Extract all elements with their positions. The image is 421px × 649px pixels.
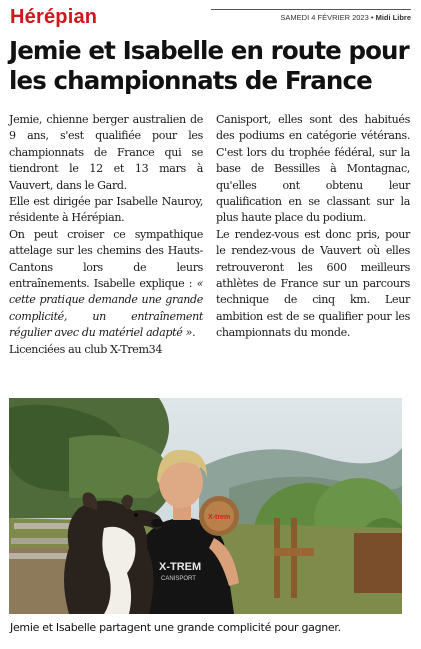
paragraph: Le rendez-vous est donc pris, pour le rendez-vous de Vauvert où elles retrouveront les 600 meilleurs athlètes de France sur un parcours technique de cinq km. Leur ambition est de se qualifier pour les championnats du monde. — [216, 227, 410, 340]
article-column-2 — [216, 112, 410, 342]
photo-caption: Jemie et Isabelle partagent une grande complicité pour gagner. — [10, 621, 341, 634]
article-headline: Jemie et Isabelle en route pour les championnats de France — [9, 36, 409, 95]
shirt-text: X-TREM — [159, 561, 202, 573]
article-column-1 — [9, 112, 203, 358]
dateline-date: SAMEDI 4 FÉVRIER 2023 — [280, 13, 369, 22]
paragraph: Canisport, elles sont des habitués des podiums en catégorie vétérans. C'est lors du trophée fédéral, sur la base de Bessilles à Montagnac, qu'elles ont obtenu leur qualification en se classant sur la plus haute place du podium. — [216, 113, 410, 225]
paragraph: Licenciées au club X-Trem34 — [9, 342, 163, 356]
paragraph-text: On peut croiser ce sympathique attelage sur les chemins des Hauts-Cantons lors de leurs entraînements. Isabelle explique : — [9, 227, 203, 291]
shirt-subtext: CANISPORT — [161, 576, 196, 582]
paragraph — [9, 227, 203, 342]
page-header — [0, 0, 421, 32]
dateline — [211, 9, 411, 22]
dateline-publication: Midi Libre — [375, 13, 411, 22]
photo-dog-and-woman — [9, 398, 402, 614]
quote: « cette pratique demande une grande complicité, un entraînement régulier avec du matériel adapté ». — [9, 277, 203, 340]
section-title: Hérépian — [10, 6, 98, 28]
paragraph: Jemie, chienne berger australien de 9 ans, s'est qualifiée pour les championnats de France qui se tiendront le 12 et 13 mars à Vauvert, dans le Gard. — [9, 113, 203, 192]
paragraph: Elle est dirigée par Isabelle Nauroy, résidente à Hérépian. — [9, 195, 203, 225]
dateline-separator: • — [368, 13, 376, 22]
medal-text: X-trem — [208, 514, 231, 521]
article-photo — [9, 398, 402, 614]
